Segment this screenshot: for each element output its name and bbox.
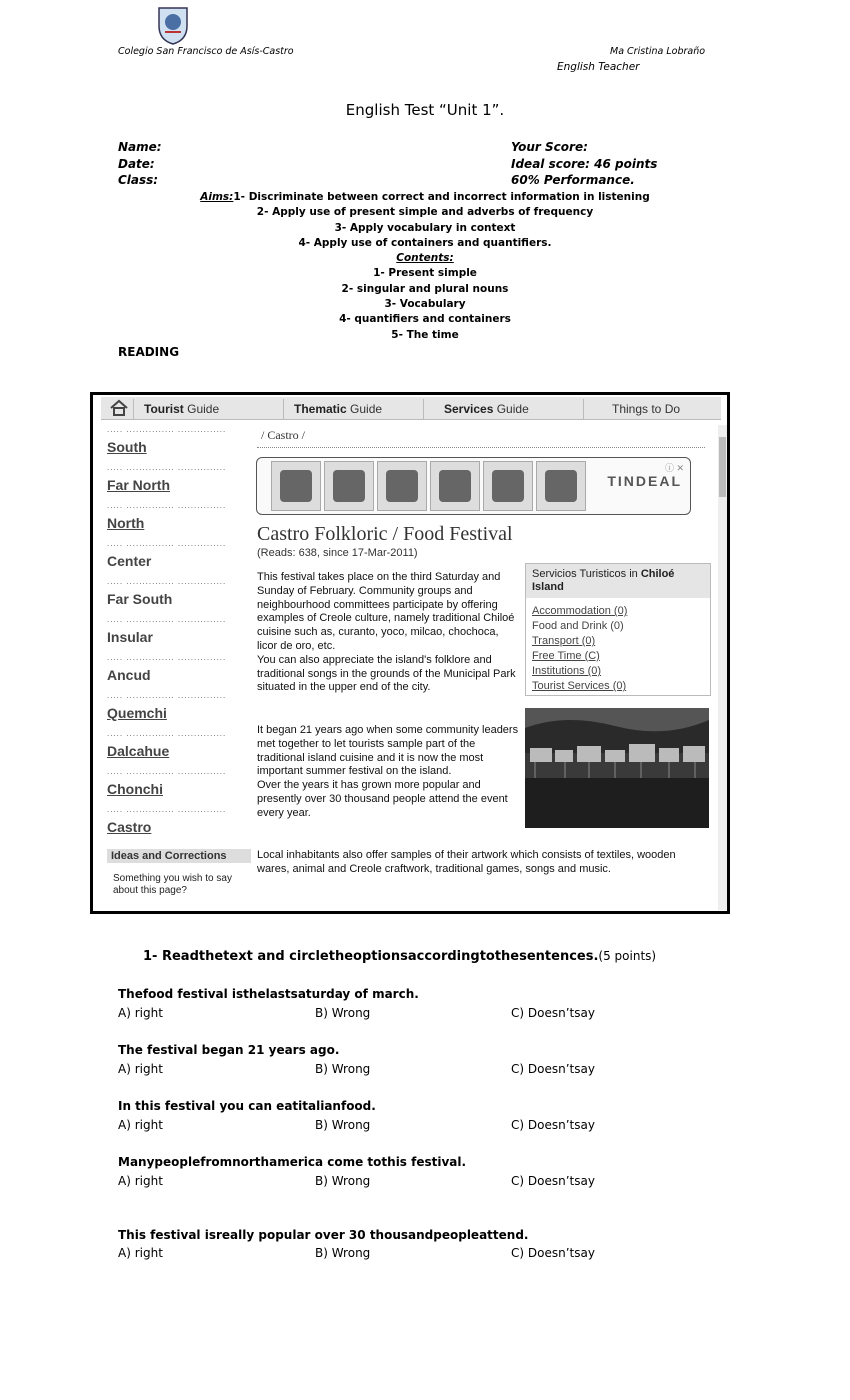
question: This festival isreally popular over 30 thousandpeopleattend. xyxy=(118,1228,529,1242)
content-item: 3- Vocabulary xyxy=(384,298,466,311)
ad-product-image xyxy=(271,461,321,511)
option-b: B) Wrong xyxy=(315,1174,371,1188)
contents-label: Contents: xyxy=(396,252,454,265)
ad-product-image xyxy=(536,461,586,511)
sidebar xyxy=(107,425,253,843)
ad-product-image xyxy=(430,461,480,511)
content-item: 2- singular and plural nouns xyxy=(341,282,509,295)
question: Thefood festival isthelastsaturday of march. xyxy=(118,987,419,1001)
performance-field: 60% Performance. xyxy=(511,173,635,187)
services-item: Free Time (C) xyxy=(532,650,600,662)
teacher-name: Ma Cristina Lobraño xyxy=(610,46,706,57)
school-name: Colegio San Francisco de Asís-Castro xyxy=(118,46,294,57)
sidebar-item: ..... ............... ............... Quemchi xyxy=(107,691,227,721)
option-b: B) Wrong xyxy=(315,1062,371,1076)
option-c: C) Doesn’tsay xyxy=(511,1174,595,1188)
divider xyxy=(257,447,705,448)
ideas-question: Something you wish to say about this page? xyxy=(113,873,232,896)
aims-label: Aims: xyxy=(200,191,234,203)
reading-label: READING xyxy=(118,345,180,359)
option-a: A) right xyxy=(118,1062,163,1076)
teacher-role: English Teacher xyxy=(557,61,640,73)
option-a: A) right xyxy=(118,1006,163,1020)
sidebar-item: ..... ............... ............... Castro xyxy=(107,805,227,835)
home-icon xyxy=(109,399,129,417)
ad-banner xyxy=(256,457,691,515)
option-a: A) right xyxy=(118,1246,163,1260)
sidebar-item: ..... ............... ............... South xyxy=(107,425,227,455)
exercise-heading: 1- Readthetext and circletheoptionsaccordingtothesentences.(5 points) xyxy=(143,949,657,964)
ad-brand: TINDEAL xyxy=(607,473,682,489)
ad-product-image xyxy=(483,461,533,511)
website-screenshot xyxy=(90,392,730,914)
option-a: A) right xyxy=(118,1118,163,1132)
test-title: English Test “Unit 1”. xyxy=(345,101,505,119)
ad-product-image xyxy=(377,461,427,511)
content-item: 5- The time xyxy=(391,328,459,341)
sidebar-item: ..... ............... ............... Dalcahue xyxy=(107,729,227,759)
services-item: Institutions (0) xyxy=(532,665,602,677)
tab-thematic-guide: Thematic Guide xyxy=(283,399,423,419)
aims-block xyxy=(0,190,850,343)
content-item: 4- quantifiers and containers xyxy=(339,313,511,326)
aim-item: 3- Apply vocabulary in context xyxy=(334,221,516,234)
sidebar-item: ..... ............... ............... Insular xyxy=(107,615,227,645)
site-nav-bar xyxy=(101,397,721,420)
ad-close-icon: ⓘ ✕ xyxy=(664,463,684,473)
article-paragraph: Local inhabitants also offer samples of their artwork which consists of textiles, wooden wares, animal and Creole craftwork, traditional games, songs and music. xyxy=(257,849,676,875)
sidebar-item: ..... ............... ............... Far South xyxy=(107,577,227,607)
your-score-field: Your Score: xyxy=(511,140,588,154)
question: Manypeoplefromnorthamerica come tothis festival. xyxy=(118,1155,467,1169)
aim-item: 2- Apply use of present simple and adverbs of frequency xyxy=(256,206,594,219)
aim-item: 1- Discriminate between correct and incorrect information in listening xyxy=(233,191,650,203)
services-box-title: Servicios Turisticos in Chiloé Island xyxy=(526,564,710,598)
services-item: Transport (0) xyxy=(532,635,596,647)
option-c: C) Doesn’tsay xyxy=(511,1118,595,1132)
services-item: Accommodation (0) xyxy=(532,605,628,617)
name-field: Name: xyxy=(118,140,162,154)
aims-line-1 xyxy=(0,190,850,205)
content-item: 1- Present simple xyxy=(373,267,477,280)
services-list xyxy=(526,598,710,694)
school-crest-icon xyxy=(155,2,191,46)
option-c: C) Doesn’tsay xyxy=(511,1062,595,1076)
question: In this festival you can eatitalianfood. xyxy=(118,1099,376,1113)
option-b: B) Wrong xyxy=(315,1246,371,1260)
option-b: B) Wrong xyxy=(315,1006,371,1020)
sidebar-item: ..... ............... ............... Chonchi xyxy=(107,767,227,797)
option-c: C) Doesn’tsay xyxy=(511,1246,595,1260)
services-item: Tourist Services (0) xyxy=(532,680,627,692)
stilt-houses-photo xyxy=(525,708,709,828)
article-paragraph: It began 21 years ago when some community leaders met together to let tourists sample part of the traditional island cuisine and it is now the most important summer festival on the island. Over the years it has grown more popular and presently over 30 thousand people attend the event every year. xyxy=(257,724,519,819)
tab-things-to-do: Things to Do xyxy=(583,399,721,419)
aim-item: 4- Apply use of containers and quantifiers. xyxy=(298,236,552,249)
article-reads: (Reads: 638, since 17-Mar-2011) xyxy=(257,547,418,559)
sidebar-item: ..... ............... ............... Far North xyxy=(107,463,227,493)
sidebar-item: ..... ............... ............... Ancud xyxy=(107,653,227,683)
sidebar-item: ..... ............... ............... Center xyxy=(107,539,227,569)
tab-tourist-guide: Tourist Guide xyxy=(133,399,283,419)
tab-services-guide: Services Guide xyxy=(423,399,583,419)
option-c: C) Doesn’tsay xyxy=(511,1006,595,1020)
date-field: Date: xyxy=(118,157,155,171)
ad-product-image xyxy=(324,461,374,511)
question: The festival began 21 years ago. xyxy=(118,1043,340,1057)
article-paragraph: This festival takes place on the third Saturday and Sunday of February. Community groups and neighbourhood committees participate by offering examples of Creole culture, namely traditional Chiloé cuisine such as, curanto, yoco, milcao, chochoca, licor de oro, etc. You can also appreciate the island's folklore and traditional songs in the grounds of the Municipal Park situated in the upper end of the city. xyxy=(257,571,516,694)
class-field: Class: xyxy=(118,173,159,187)
option-a: A) right xyxy=(118,1174,163,1188)
sidebar-item: ..... ............... ............... North xyxy=(107,501,227,531)
ideal-score-field: Ideal score: 46 points xyxy=(511,157,658,171)
services-box xyxy=(525,563,711,696)
breadcrumb: / Castro / xyxy=(261,428,305,442)
scrollbar xyxy=(718,425,727,910)
ideas-title: Ideas and Corrections xyxy=(107,849,251,863)
scrollbar-thumb xyxy=(719,437,726,497)
option-b: B) Wrong xyxy=(315,1118,371,1132)
services-item: Food and Drink (0) xyxy=(532,620,624,632)
article-title: Castro Folkloric / Food Festival xyxy=(257,523,513,545)
